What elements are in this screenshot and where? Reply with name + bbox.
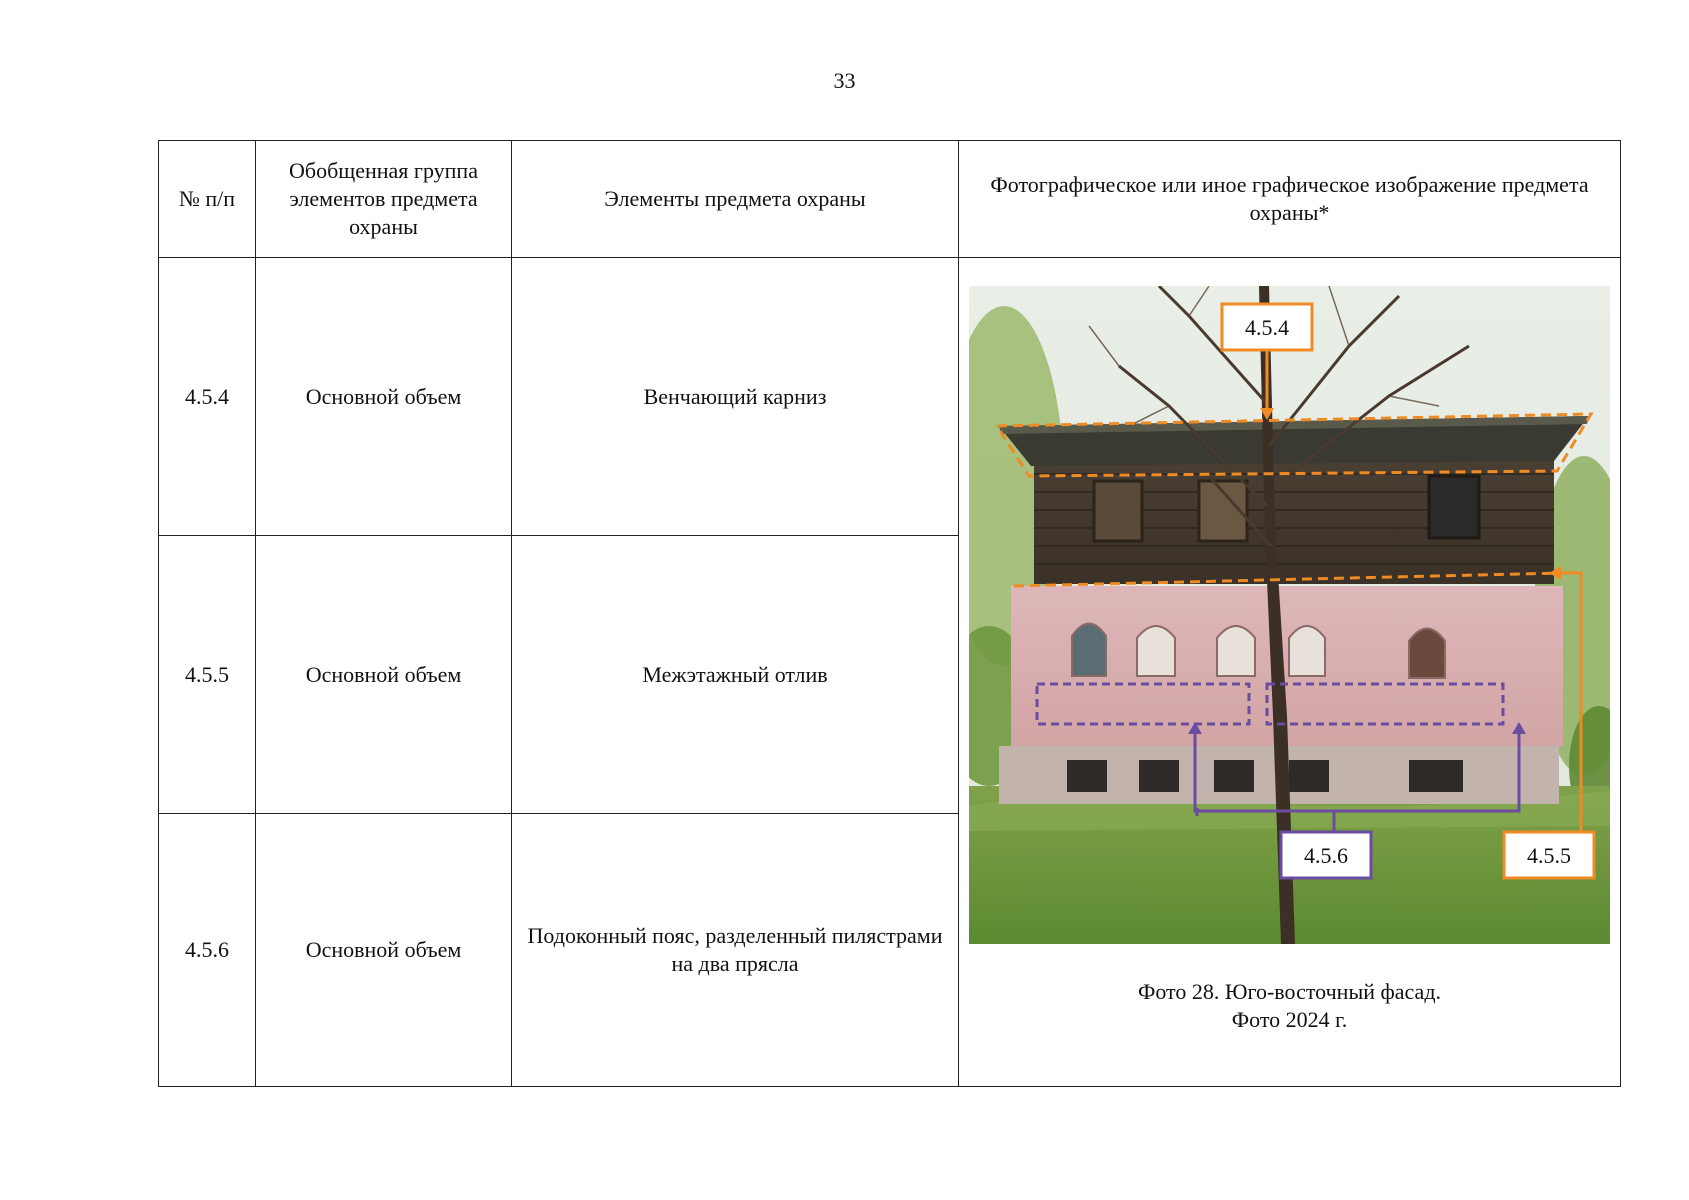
row-group: Основной объем <box>256 536 512 814</box>
callout-cornice: 4.5.4 <box>1245 315 1289 340</box>
row-element: Межэтажный отлив <box>512 536 959 814</box>
row-element: Подоконный пояс, разделенный пилястрами на два прясла <box>512 814 959 1087</box>
caption-line-2: Фото 2024 г. <box>1231 1006 1348 1032</box>
table-row <box>159 258 1621 536</box>
protection-table <box>158 140 1621 1087</box>
caption-line-1: Фото 28. Юго-восточный фасад. <box>1137 979 1442 1004</box>
callout-drip: 4.5.5 <box>1527 843 1571 868</box>
row-group: Основной объем <box>256 258 512 536</box>
photo-cell <box>959 258 1621 1087</box>
photo-caption <box>959 978 1620 1034</box>
header-group: Обобщенная группа элементов предмета охраны <box>256 141 512 258</box>
page-number: 33 <box>833 68 856 93</box>
row-group: Основной объем <box>256 814 512 1087</box>
callout-sill-belt: 4.5.6 <box>1304 843 1348 868</box>
row-element: Венчающий карниз <box>512 258 959 536</box>
header-photo: Фотографическое или иное графическое изображение предмета охраны* <box>959 141 1621 258</box>
row-num: 4.5.4 <box>159 258 256 536</box>
facade-photo <box>969 286 1610 944</box>
header-num: № п/п <box>159 141 256 258</box>
row-num: 4.5.6 <box>159 814 256 1087</box>
table-header-row <box>159 141 1621 258</box>
row-num: 4.5.5 <box>159 536 256 814</box>
header-elements: Элементы предмета охраны <box>512 141 959 258</box>
